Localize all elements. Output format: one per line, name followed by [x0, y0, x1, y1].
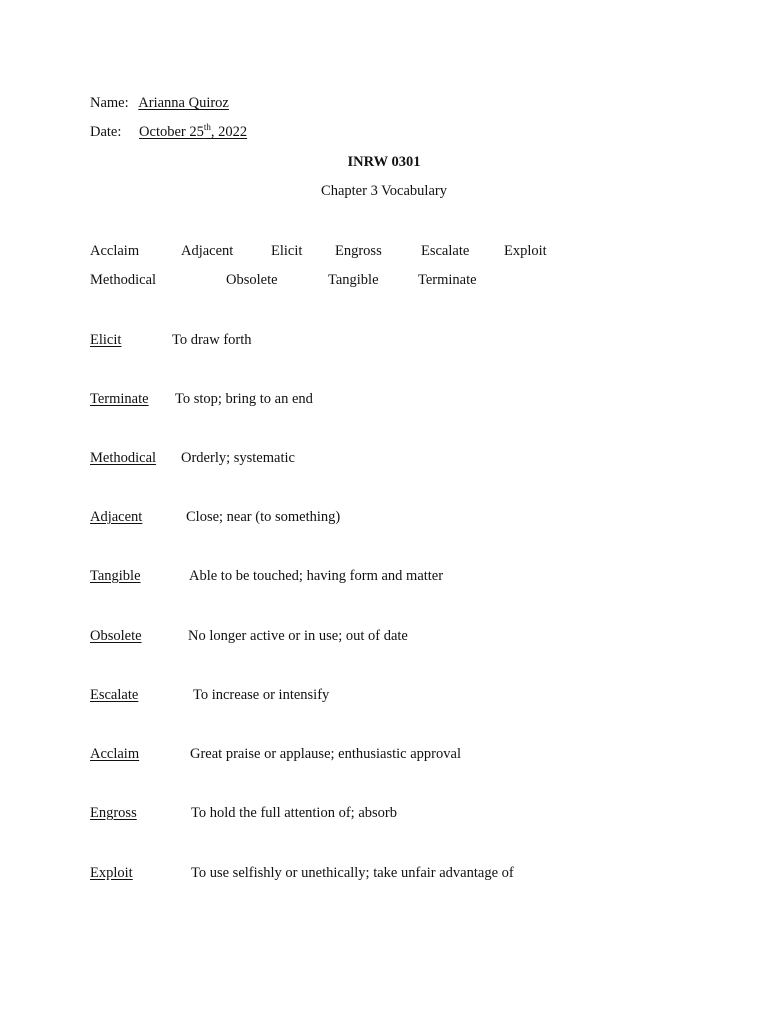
date-suffix: th: [203, 122, 211, 132]
vocab-term: Elicit: [90, 332, 122, 348]
vocab-definition: Close; near (to something): [186, 509, 341, 525]
vocab-definition: To hold the full attention of; absorb: [191, 805, 397, 821]
vocab-term: Methodical: [90, 450, 157, 466]
definition-row: [90, 508, 145, 526]
definition-row: [90, 804, 137, 822]
name-line: [90, 94, 229, 112]
vocab-term: Obsolete: [90, 628, 142, 644]
vocab-term: Terminate: [90, 391, 149, 407]
definition-row: [90, 745, 139, 763]
definition-row: [90, 390, 149, 408]
vocab-definition: To use selfishly or unethically; take unfair advantage of: [191, 865, 514, 881]
course-title: INRW 0301: [347, 154, 421, 170]
word-bank-item: Tangible: [328, 272, 379, 288]
definition-row: [90, 449, 156, 467]
word-bank-item: Terminate: [418, 272, 477, 288]
vocab-definition: To stop; bring to an end: [175, 391, 313, 407]
vocab-definition: No longer active or in use; out of date: [188, 628, 408, 644]
chapter-subtitle: Chapter 3 Vocabulary: [321, 183, 447, 199]
date-day: October 25: [139, 124, 204, 140]
vocab-definition: Great praise or applause; enthusiastic approval: [190, 746, 461, 762]
vocab-definition: To draw forth: [172, 332, 252, 348]
vocab-term: Tangible: [90, 568, 141, 584]
vocab-term: Escalate: [90, 687, 139, 703]
vocab-definition: Able to be touched; having form and matter: [189, 568, 444, 584]
word-bank-item: Elicit: [271, 243, 303, 259]
name-value: Arianna Quiroz: [138, 95, 229, 111]
vocab-term: Engross: [90, 805, 137, 821]
date-year: , 2022: [210, 124, 248, 140]
word-bank-item: Adjacent: [181, 243, 234, 259]
definition-row: [90, 864, 136, 882]
word-bank-item: Escalate: [421, 243, 470, 259]
vocab-definition: To increase or intensify: [193, 687, 330, 703]
word-bank-item: Exploit: [504, 243, 547, 259]
name-label: Name:: [90, 95, 129, 111]
definition-row: [90, 627, 142, 645]
date-value: [139, 124, 247, 140]
vocab-term: Acclaim: [90, 746, 140, 762]
date-label: Date:: [90, 124, 122, 140]
vocab-term: Adjacent: [90, 509, 143, 525]
date-line: [90, 123, 247, 141]
vocab-definition: Orderly; systematic: [181, 450, 295, 466]
word-bank-item: Engross: [335, 243, 382, 259]
definition-row: [90, 331, 121, 349]
definition-row: [90, 567, 141, 585]
word-bank-item: Acclaim: [90, 243, 140, 259]
word-bank-item: Obsolete: [226, 272, 278, 288]
vocab-term: Exploit: [90, 865, 133, 881]
definition-row: [90, 686, 138, 704]
word-bank-item: Methodical: [90, 272, 157, 288]
